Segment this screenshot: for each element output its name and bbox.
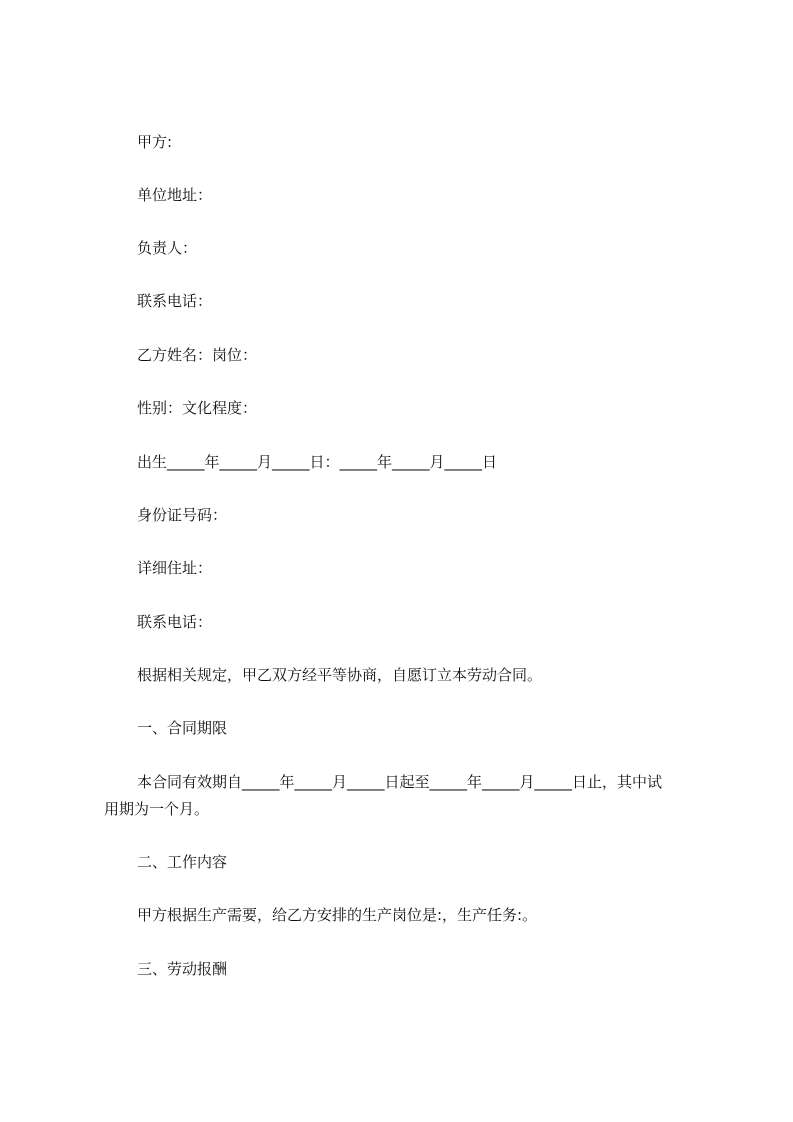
section-3-heading: 三、劳动报酬 [137,960,228,978]
section-1-body-line-1: 本合同有效期自_____年_____月_____日起至_____年_____月_____日止，其中试 [137,773,663,791]
party-b-address-label: 详细住址： [137,559,213,577]
party-b-id-label: 身份证号码： [137,506,228,524]
section-1-body-line-2: 用期为一个月。 [104,800,210,818]
section-2-heading: 二、工作内容 [137,853,228,871]
party-b-birth-line: 出生_____年_____月_____日：_____年_____月_____日 [137,453,498,471]
section-1-heading: 一、合同期限 [137,719,228,737]
section-2-body: 甲方根据生产需要，给乙方安排的生产岗位是:，生产任务:。 [137,906,538,924]
party-b-phone-label: 联系电话： [137,613,213,631]
party-a-manager-label: 负责人： [137,239,198,257]
intro-paragraph: 根据相关规定，甲乙双方经平等协商，自愿订立本劳动合同。 [137,666,543,684]
party-a-phone-label: 联系电话： [137,292,213,310]
party-a-label: 甲方: [137,133,173,151]
party-a-address-label: 单位地址： [137,186,213,204]
party-b-gender-education-label: 性别：文化程度： [137,399,258,417]
party-b-name-position-label: 乙方姓名：岗位： [137,346,258,364]
